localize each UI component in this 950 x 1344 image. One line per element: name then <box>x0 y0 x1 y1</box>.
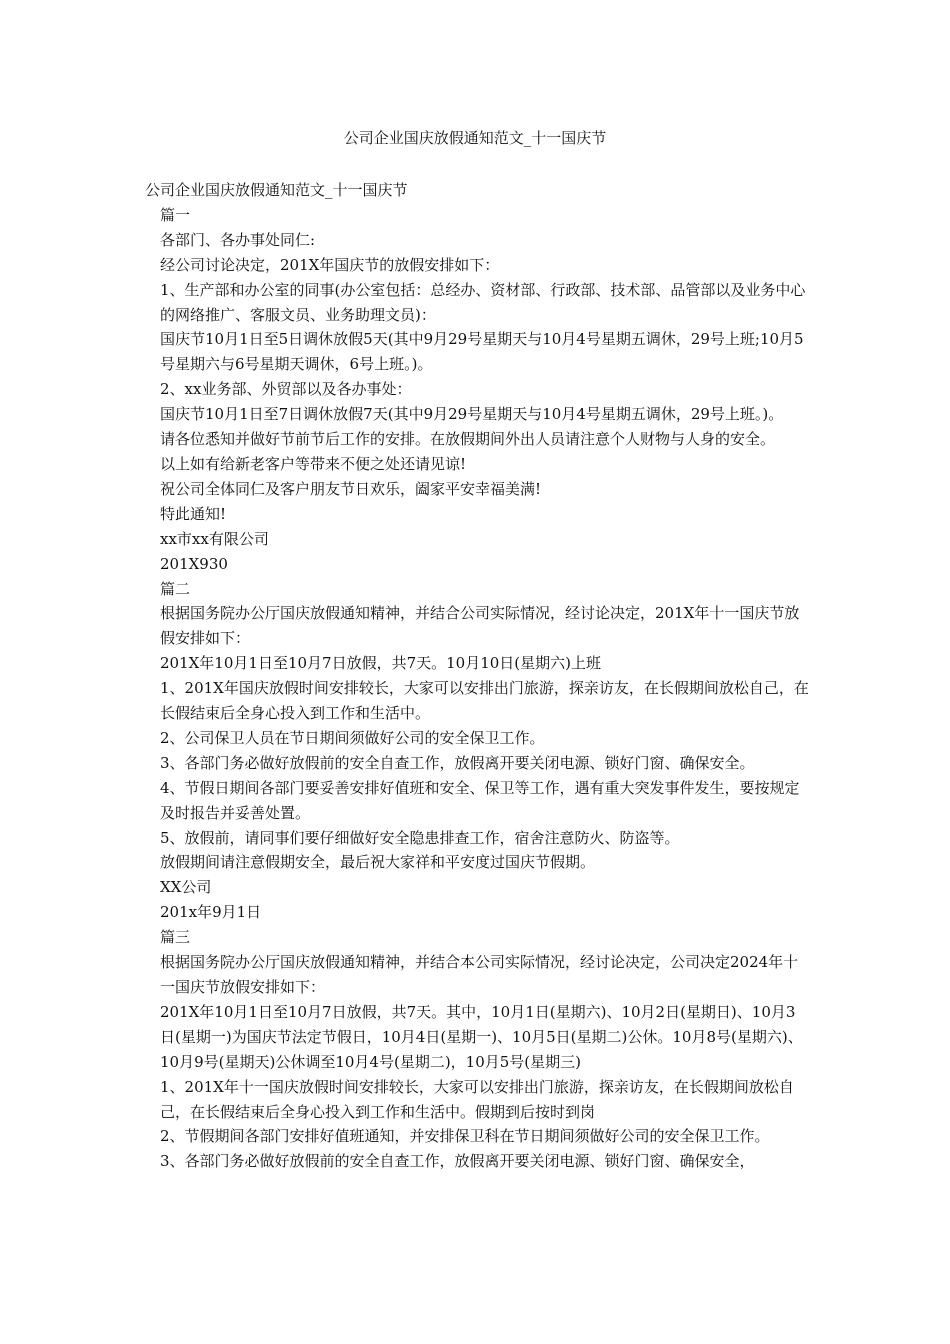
paragraph: 篇一 <box>160 205 191 224</box>
paragraph: 篇三 <box>160 928 191 947</box>
paragraph: 根据国务院办公厅国庆放假通知精神，并结合本公司实际情况，经讨论决定，公司决定2024年十一国庆节放假安排如下： <box>160 953 799 996</box>
paragraph: 2、公司保卫人员在节日期间须做好公司的安全保卫工作。 <box>160 728 545 747</box>
paragraph: 1、201X年十一国庆放假时间安排较长，大家可以安排出门旅游，探亲访友，在长假期间放松自己，在长假结束后全身心投入到工作和生活中。假期到后按时到岗 <box>160 1077 794 1121</box>
paragraph: 祝公司全体同仁及客户朋友节日欢乐，阖家平安幸福美满! <box>160 479 542 498</box>
paragraph: 201x年9月1日 <box>160 903 262 922</box>
paragraph: 3、各部门务必做好放假前的安全自查工作，放假离开要关闭电源、锁好门窗、确保安全。 <box>160 753 755 772</box>
paragraph: 公司企业国庆放假通知范文_十一国庆节 <box>145 181 408 199</box>
paragraph: 放假期间请注意假期安全，最后祝大家祥和平安度过国庆节假期。 <box>160 853 596 872</box>
paragraph: 经公司讨论决定，201X年国庆节的放假安排如下： <box>160 255 500 274</box>
paragraph: 国庆节10月1日至7日调休放假7天(其中9月29号星期天与10月4号星期五调休，29号上班。)。 <box>160 405 784 424</box>
paragraph: 2、xx业务部、外贸部以及各办事处： <box>160 380 412 399</box>
document-title: 公司企业国庆放假通知范文_十一国庆节 <box>343 129 607 147</box>
paragraph: 1、201X年国庆放假时间安排较长，大家可以安排出门旅游，探亲访友，在长假期间放松自己，在长假结束后全身心投入到工作和生活中。 <box>160 679 809 723</box>
paragraph: 根据国务院办公厅国庆放假通知精神，并结合公司实际情况，经讨论决定，201X年十一国庆节放假安排如下： <box>160 604 800 648</box>
paragraph: 4、节假日期间各部门要妥善安排好值班和安全、保卫等工作，遇有重大突发事件发生，要按规定及时报告并妥善处置。 <box>160 778 800 822</box>
paragraph: 特此通知! <box>160 504 227 523</box>
paragraph: 3、各部门务必做好放假前的安全自查工作，放假离开要关闭电源、锁好门窗、确保安全， <box>160 1152 755 1171</box>
paragraph: 1、生产部和办公室的同事(办公室包括：总经办、资材部、行政部、技术部、品管部以及业务中心的网络推广、客服文员、业务助理文员)： <box>160 280 806 324</box>
paragraph: 以上如有给新老客户等带来不便之处还请见谅! <box>160 454 467 473</box>
paragraph: 国庆节10月1日至5日调休放假5天(其中9月29号星期天与10月4号星期五调休，29号上班;10月5号星期六与6号星期天调休，6号上班。)。 <box>160 330 804 374</box>
paragraph: XX公司 <box>160 878 212 897</box>
paragraph: xx市xx有限公司 <box>160 529 269 548</box>
paragraph: 请各位悉知并做好节前节后工作的安排。在放假期间外出人员请注意个人财物与人身的安全。 <box>160 430 776 449</box>
paragraph: 篇二 <box>160 579 191 598</box>
paragraph: 2、节假期间各部门安排好值班通知，并安排保卫科在节日期间须做好公司的安全保卫工作。 <box>160 1127 770 1146</box>
paragraph: 5、放假前，请同事们要仔细做好安全隐患排查工作，宿舍注意防火、防盗等。 <box>160 828 680 847</box>
paragraph: 201X年10月1日至10月7日放假，共7天。其中，10月1日(星期六)、10月2日(星期日)、10月3日(星期一)为国庆节法定节假日，10月4日(星期一)、10月5日(星期二)公休。10月8号(星期六)、10月9号(星期天)公休调至10月4号(星期二)，10月5号(星期三) <box>160 1002 803 1071</box>
paragraph: 201X年10月1日至10月7日放假，共7天。10月10日(星期六)上班 <box>160 654 601 673</box>
paragraph: 各部门、各办事处同仁: <box>160 230 316 249</box>
document-body <box>145 178 810 1174</box>
paragraph: 201X930 <box>160 554 228 573</box>
